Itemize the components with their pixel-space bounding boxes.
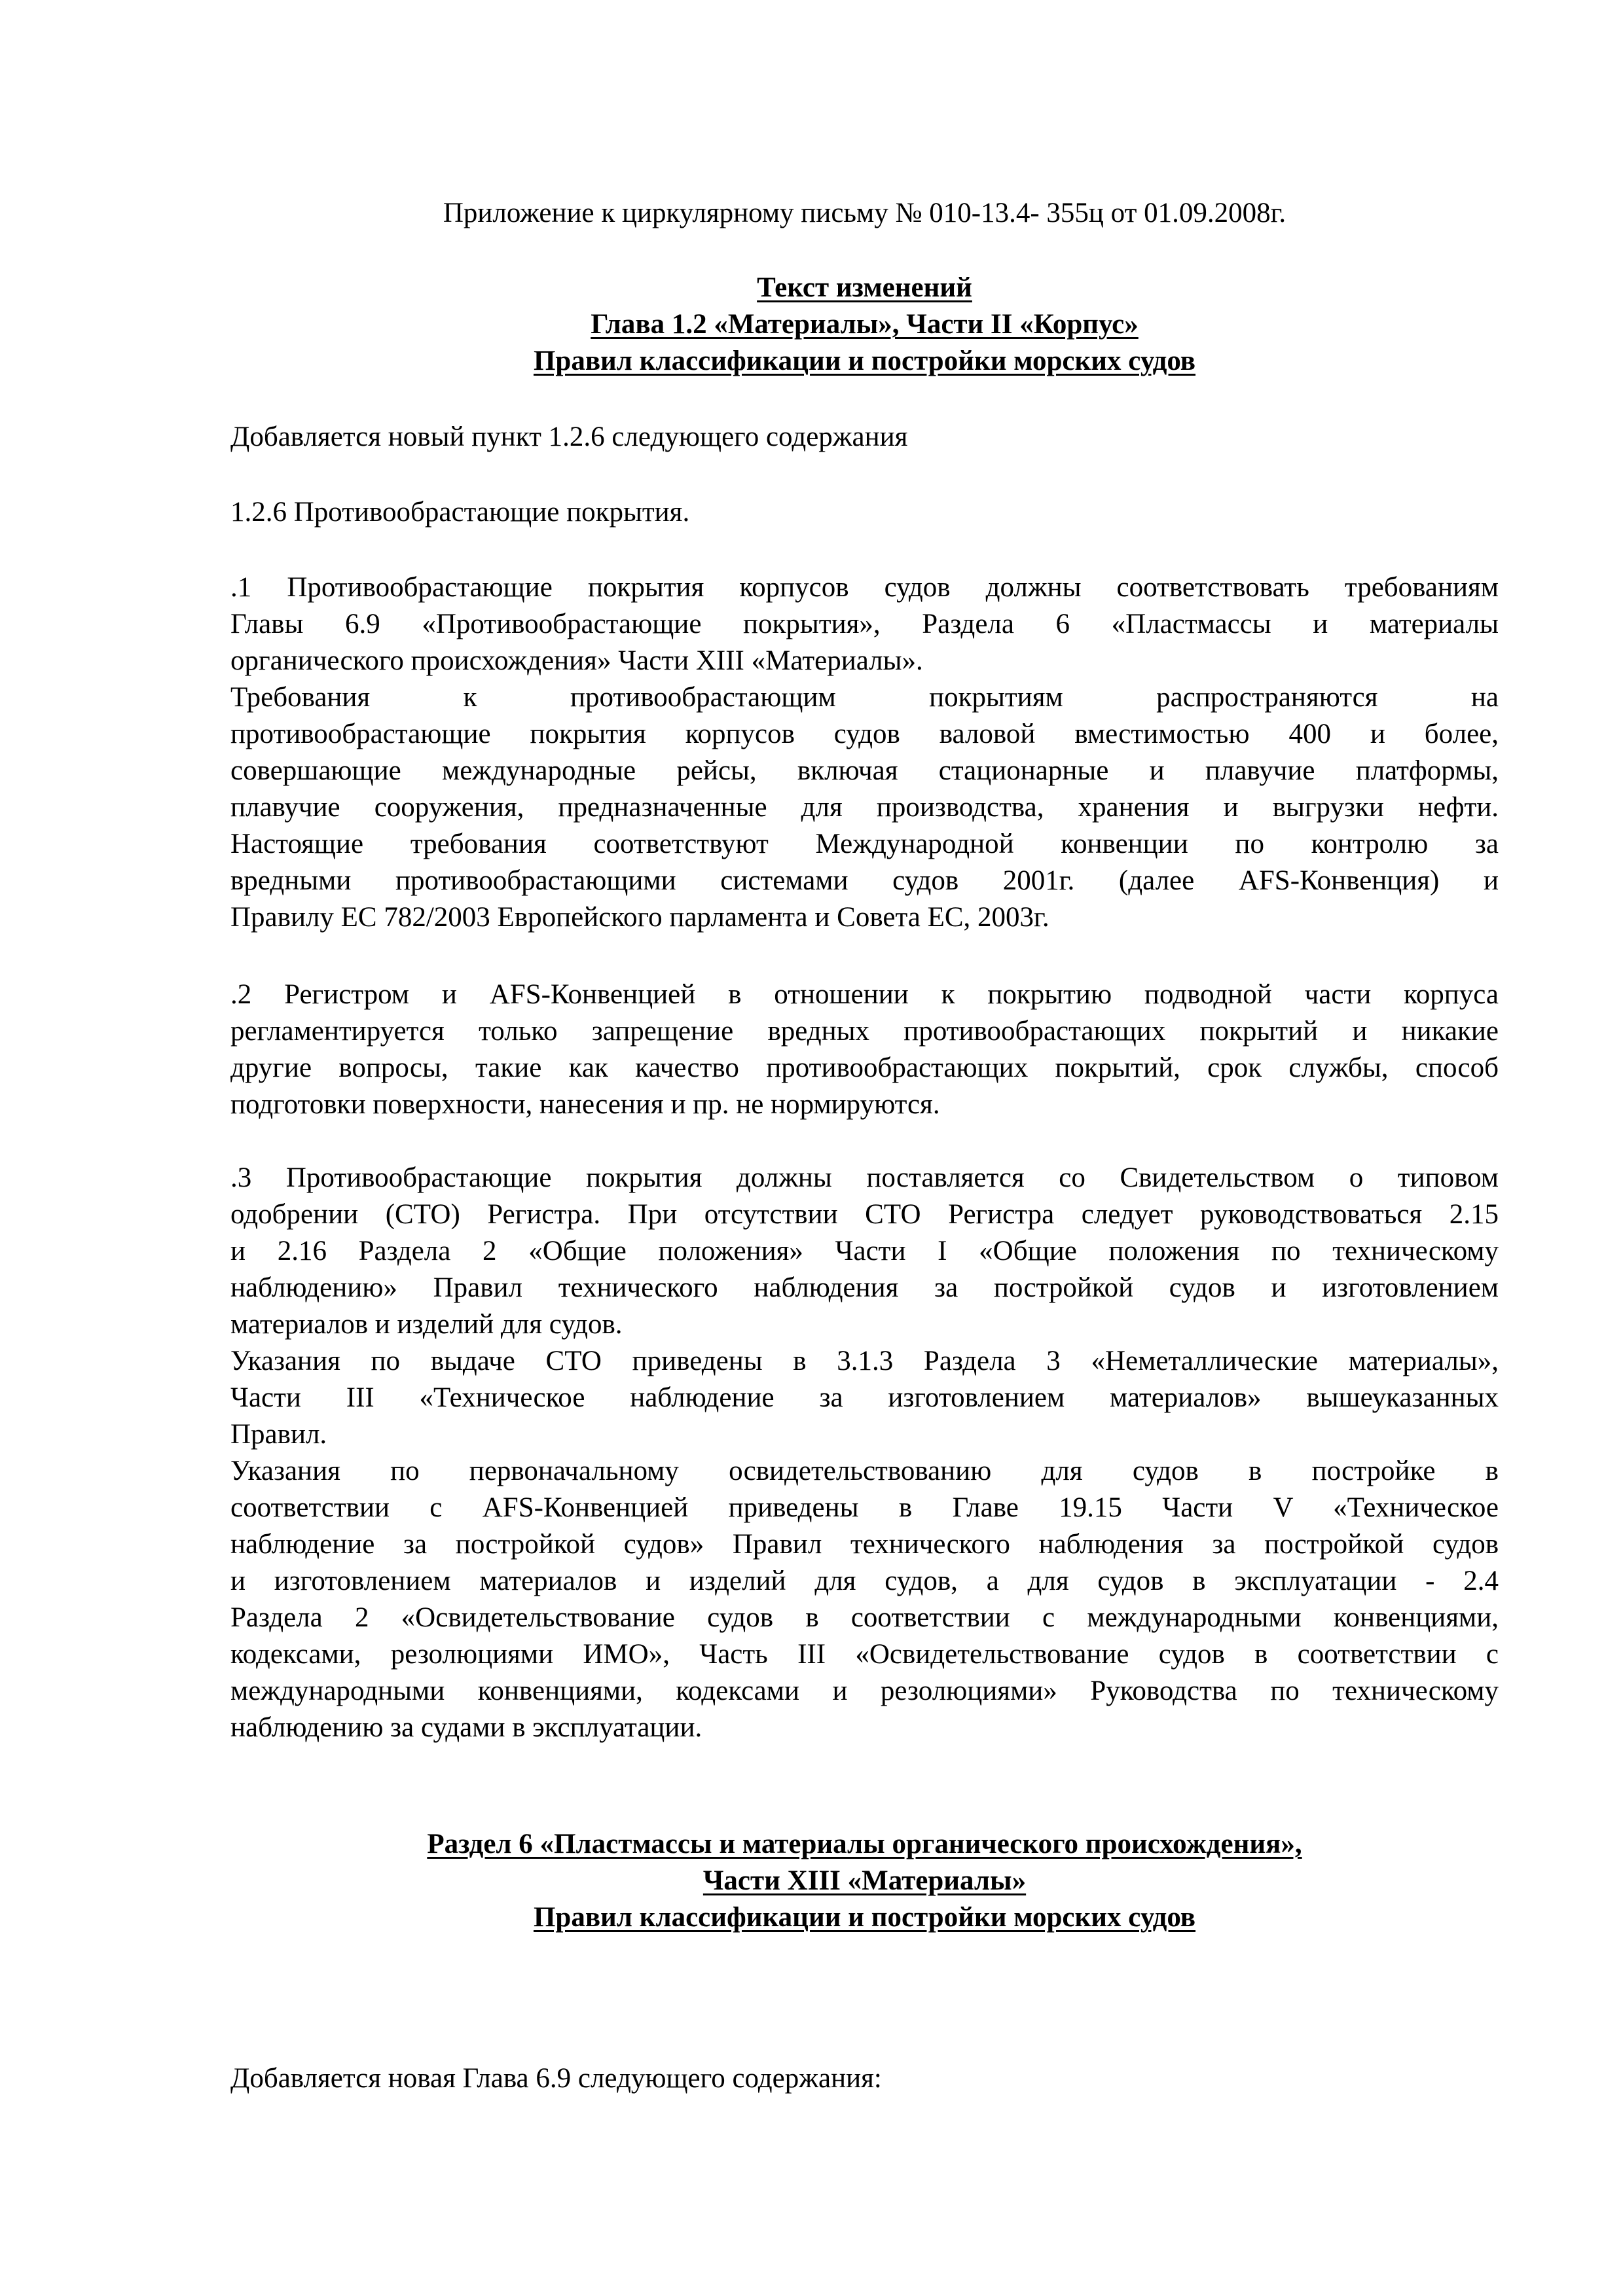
para2-line: Требования к противообрастающим покрытиям распространяются на	[230, 682, 1499, 713]
para6-line: Раздела 2 «Освидетельствование судов в соответствии с международными конвенциями,	[230, 1602, 1499, 1633]
title-changes: Текст изменений	[757, 272, 972, 303]
para1-line: .1 Противообрастающие покрытия корпусов судов должны соответствовать требованиям	[230, 572, 1499, 603]
para2-line: плавучие сооружения, предназначенные для производства, хранения и выгрузки нефти.	[230, 792, 1499, 823]
para6-line: Указания по первоначальному освидетельствованию для судов в постройке в	[230, 1456, 1499, 1486]
closing-text: Добавляется новая Глава 6.9 следующего содержания:	[230, 2063, 882, 2094]
para3-line: .2 Регистром и AFS-Конвенцией в отношении к покрытию подводной части корпуса	[230, 979, 1499, 1010]
para2-line: Настоящие требования соответствуют Международной конвенции по контролю за	[230, 829, 1499, 859]
para6-line: и изготовлением материалов и изделий для судов, а для судов в эксплуатации - 2.4	[230, 1566, 1499, 1596]
para4-line: наблюдению» Правил технического наблюдения за постройкой судов и изготовлением	[230, 1272, 1499, 1303]
title-rules: Правил классификации и постройки морских судов	[533, 346, 1196, 376]
section-title: Раздел 6 «Пластмассы и материалы органического происхождения»,	[427, 1829, 1302, 1859]
para2-line: Правилу ЕС 782/2003 Европейского парламента и Совета ЕС, 2003г.	[230, 902, 1049, 933]
section-part: Части XIII «Материалы»	[702, 1865, 1027, 1896]
intro-text: Добавляется новый пункт 1.2.6 следующего содержания	[230, 422, 908, 452]
para3-line: другие вопросы, такие как качество противообрастающих покрытий, срок службы, способ	[230, 1052, 1499, 1083]
para6-line: соответствии с AFS-Конвенцией приведены в Главе 19.15 Части V «Техническое	[230, 1492, 1499, 1523]
para4-line: одобрении (СТО) Регистра. При отсутствии СТО Регистра следует руководствоваться 2.15	[230, 1199, 1499, 1230]
title-chapter: Глава 1.2 «Материалы», Части II «Корпус»	[591, 309, 1139, 340]
para2-line: совершающие международные рейсы, включая стационарные и плавучие платформы,	[230, 755, 1499, 786]
para5-line: Правил.	[230, 1419, 327, 1450]
para2-line: вредными противообрастающими системами судов 2001г. (далее AFS-Конвенция) и	[230, 865, 1499, 896]
clause-heading: 1.2.6 Противообрастающие покрытия.	[230, 497, 690, 528]
para3-line: регламентируется только запрещение вредных противообрастающих покрытий и никакие	[230, 1016, 1499, 1047]
para4-line: и 2.16 Раздела 2 «Общие положения» Части I «Общие положения по техническому	[230, 1236, 1499, 1266]
para4-line: .3 Противообрастающие покрытия должны поставляется со Свидетельством о типовом	[230, 1162, 1499, 1193]
para6-line: наблюдение за постройкой судов» Правил технического наблюдения за постройкой судов	[230, 1529, 1499, 1560]
para6-line: наблюдению за судами в эксплуатации.	[230, 1712, 702, 1743]
para4-line: материалов и изделий для судов.	[230, 1309, 623, 1340]
para2-line: противообрастающие покрытия корпусов судов валовой вместимостью 400 и более,	[230, 719, 1499, 749]
section-rules: Правил классификации и постройки морских судов	[533, 1902, 1196, 1933]
para6-line: кодексами, резолюциями ИМО», Часть III «Освидетельствование судов в соответствии с	[230, 1639, 1499, 1670]
para6-line: международными конвенциями, кодексами и резолюциями» Руководства по техническому	[230, 1676, 1499, 1706]
appendix-header: Приложение к циркулярному письму № 010-13.4- 355ц от 01.09.2008г.	[443, 198, 1286, 228]
para5-line: Указания по выдаче СТО приведены в 3.1.3 Раздела 3 «Неметаллические материалы»,	[230, 1346, 1499, 1376]
para1-line: органического происхождения» Части XIII «Материалы».	[230, 645, 923, 676]
para5-line: Части III «Техническое наблюдение за изготовлением материалов» вышеуказанных	[230, 1382, 1499, 1413]
para3-line: подготовки поверхности, нанесения и пр. не нормируются.	[230, 1089, 940, 1120]
para1-line: Главы 6.9 «Противообрастающие покрытия», Раздела 6 «Пластмассы и материалы	[230, 609, 1499, 639]
